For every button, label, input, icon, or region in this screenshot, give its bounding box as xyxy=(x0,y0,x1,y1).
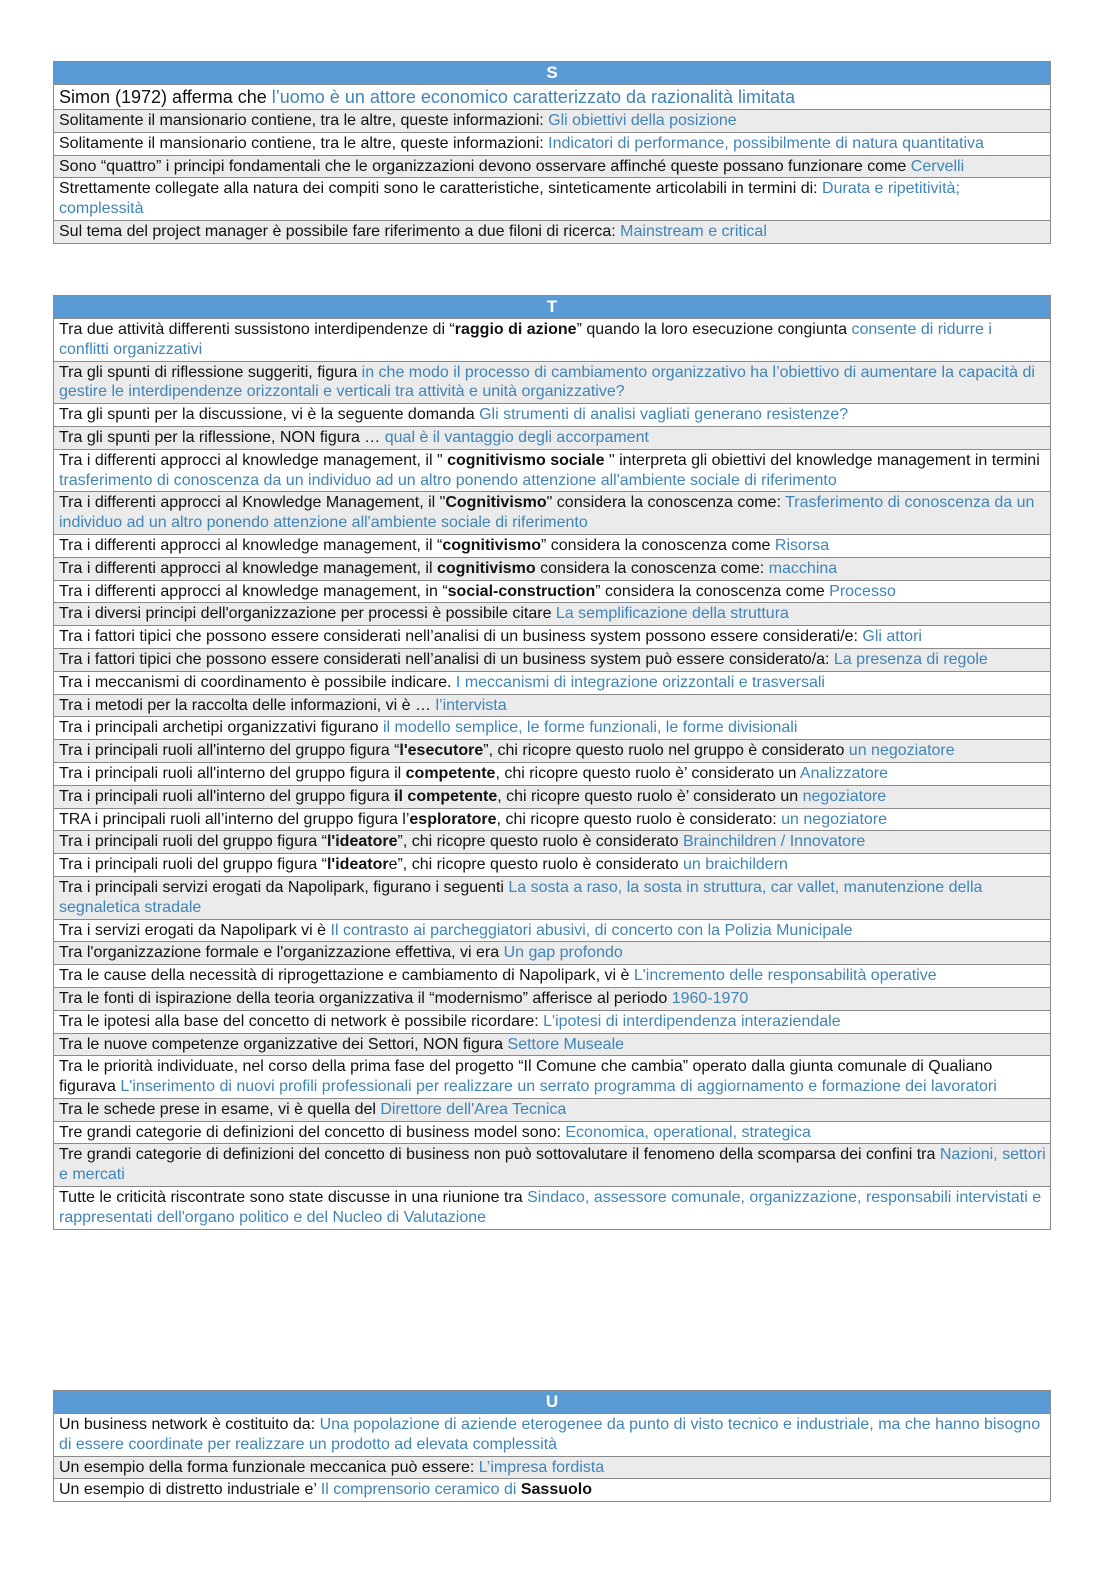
qa-row xyxy=(53,695,1051,718)
qa-row xyxy=(53,427,1051,450)
qa-row xyxy=(53,717,1051,740)
answer-text: I meccanismi di integrazione orizzontali e trasversali xyxy=(455,673,825,691)
qa-row xyxy=(53,603,1051,626)
section-t xyxy=(53,295,1051,1230)
question-text: Tra i differenti approcci al knowledge management, il xyxy=(59,559,437,577)
section-header: T xyxy=(53,295,1051,319)
answer-text: Mainstream e critical xyxy=(620,222,767,240)
question-keyword: cognitivismo xyxy=(442,536,541,554)
question-text: Tra i principali ruoli all'interno del gruppo figura xyxy=(59,787,395,805)
answer-text: Il contrasto ai parcheggiatori abusivi, di concerto con la Polizia Municipale xyxy=(330,921,853,939)
answer-text: Risorsa xyxy=(774,536,830,554)
qa-row xyxy=(53,649,1051,672)
qa-row xyxy=(53,362,1051,405)
answer-text: L'inserimento di nuovi profili professionali per realizzare un serrato programma di aggiornamento e formazione dei lavoratori xyxy=(120,1078,997,1096)
qa-row xyxy=(53,740,1051,763)
question-text: Sono “quattro” i principi fondamentali che le organizzazioni devono osservare affinché queste possano funzionare come xyxy=(59,157,911,175)
question-text: Tra i meccanismi di coordinamento è possibile indicare. xyxy=(59,673,456,691)
answer-text: Nazioni, settori e mercati xyxy=(59,1146,1046,1184)
question-text: Tra i principali servizi erogati da Napolipark, figurano i seguenti xyxy=(59,878,509,896)
qa-row xyxy=(53,133,1051,156)
qa-row xyxy=(53,450,1051,493)
question-text: Tra le ipotesi alla base del concetto di network è possibile ricordare: xyxy=(59,1012,544,1030)
answer-text: un negoziatore xyxy=(781,810,888,828)
question-text: Tra i differenti approcci al knowledge management, in “ xyxy=(59,582,448,600)
question-text: Tutte le criticità riscontrate sono state discusse in una riunione tra xyxy=(59,1189,528,1207)
answer-text: l’uomo è un attore economico caratterizzato da razionalità limitata xyxy=(271,87,796,107)
question-text: Tra i differenti approcci al Knowledge Management, il " xyxy=(59,494,446,512)
answer-text: consente di ridurre i conflitti organizzativi xyxy=(59,321,992,358)
section-header: U xyxy=(53,1390,1051,1414)
answer-text: Settore Museale xyxy=(507,1035,625,1053)
question-text: Tra i diversi principi dell'organizzazione per processi è possibile citare xyxy=(59,605,556,623)
answer-text: Il comprensorio ceramico di xyxy=(320,1481,521,1499)
qa-row xyxy=(53,1122,1051,1145)
answer-text: Sindaco, assessore comunale, organizzazione, responsabili intervistati e rappresentati dell'organo politico e del Nucleo di Valutazione xyxy=(59,1189,1042,1226)
question-keyword: cognitivismo xyxy=(436,559,536,577)
qa-row xyxy=(53,319,1051,362)
answer-text: Un gap profondo xyxy=(503,944,623,962)
qa-row xyxy=(53,831,1051,854)
question-text: Tra i principali ruoli all'interno del gruppo figura “ xyxy=(59,742,400,760)
qa-row xyxy=(53,535,1051,558)
question-text-continued: ”, chi ricopre questo ruolo è considerato xyxy=(397,833,683,851)
answer-text: L'incremento delle responsabilità operative xyxy=(633,967,937,985)
answer-text: un braichildern xyxy=(682,856,788,874)
answer-text: Gli attori xyxy=(862,628,922,646)
answer-text: L’impresa fordista xyxy=(478,1458,605,1476)
question-text: Tra i principali ruoli del gruppo figura “ xyxy=(59,833,327,851)
answer-text: La semplificazione della struttura xyxy=(555,605,789,623)
qa-row xyxy=(53,221,1051,244)
answer-text: Analizzatore xyxy=(799,764,888,782)
question-text-continued: , chi ricopre questo ruolo è’ considerato un xyxy=(495,764,800,782)
question-text: Tra i differenti approcci al knowledge management, il " xyxy=(59,451,448,469)
answer-text: il modello semplice, le forme funzionali, le forme divisionali xyxy=(383,719,798,737)
qa-row xyxy=(53,1034,1051,1057)
qa-row xyxy=(53,156,1051,179)
answer-text: Durata e ripetitività; complessità xyxy=(59,180,960,218)
answer-text: La presenza di regole xyxy=(833,650,988,668)
qa-row xyxy=(53,1414,1051,1457)
qa-row xyxy=(53,626,1051,649)
question-text: TRA i principali ruoli all’interno del gruppo figura l’ xyxy=(59,810,410,828)
qa-row xyxy=(53,581,1051,604)
question-keyword: l'ideator xyxy=(326,856,389,874)
section-header: S xyxy=(53,61,1051,85)
question-text: Sul tema del project manager è possibile fare riferimento a due filoni di ricerca: xyxy=(59,222,621,240)
question-keyword: Cognitivismo xyxy=(445,494,547,512)
qa-row xyxy=(53,920,1051,943)
question-keyword: il competente xyxy=(394,787,498,805)
answer-text: Gli obiettivi della posizione xyxy=(548,112,737,129)
qa-row xyxy=(53,1479,1051,1502)
question-text: Un esempio della forma funzionale meccanica può essere: xyxy=(59,1458,479,1476)
question-text: Tra le priorità individuate, nel corso della prima fase del progetto “Il Comune che cambia” operato dalla giunta comunale di Qualiano figurava xyxy=(59,1058,993,1096)
qa-row xyxy=(53,965,1051,988)
question-text: Un esempio di distretto industriale e’ xyxy=(59,1481,321,1499)
question-text: Un business network è costituito da: xyxy=(59,1416,320,1433)
question-text-continued: ” quando la loro esecuzione congiunta xyxy=(576,321,852,338)
question-text: Strettamente collegate alla natura dei compiti sono le caratteristiche, sinteticamente articolabili in termini di: xyxy=(59,180,823,198)
question-text: Tra i metodi per la raccolta delle informazioni, vi è … xyxy=(59,696,436,714)
question-text: Tra gli spunti per la discussione, vi è la seguente domanda xyxy=(59,406,480,424)
question-text: Tra i principali ruoli del gruppo figura “ xyxy=(59,856,327,874)
qa-row xyxy=(53,672,1051,695)
question-text: Simon (1972) afferma che xyxy=(59,87,272,107)
answer-text: trasferimento di conoscenza da un individuo ad un altro ponendo attenzione all'ambiente sociale di riferimento xyxy=(59,471,837,489)
question-keyword: cognitivismo sociale xyxy=(447,451,605,469)
question-text: Tra gli spunti per la riflessione, NON figura … xyxy=(59,428,385,446)
answer-text: Gli strumenti di analisi vagliati generano resistenze? xyxy=(479,406,849,424)
question-text: Tra i principali ruoli all'interno del gruppo figura il xyxy=(59,764,406,782)
section-s xyxy=(53,61,1051,244)
question-text: Solitamente il mansionario contiene, tra le altre, queste informazioni: xyxy=(59,112,549,129)
question-text-continued: ”, chi ricopre questo ruolo nel gruppo è considerato xyxy=(483,742,849,760)
answer-text: Processo xyxy=(829,582,896,600)
qa-row xyxy=(53,1011,1051,1034)
question-keyword: social-construction xyxy=(447,582,596,600)
question-keyword: l'ideatore xyxy=(326,833,398,851)
question-keyword: l'esecutore xyxy=(399,742,484,760)
qa-row xyxy=(53,110,1051,133)
question-text: Tra le cause della necessità di riprogettazione e cambiamento di Napolipark, vi è xyxy=(59,967,634,985)
qa-row xyxy=(53,178,1051,221)
qa-row xyxy=(53,85,1051,110)
qa-row xyxy=(53,558,1051,581)
question-text: Tra l'organizzazione formale e l'organizzazione effettiva, vi era xyxy=(59,944,504,962)
question-keyword: esploratore xyxy=(409,810,497,828)
question-text: Tra i fattori tipici che possono essere considerati nell’analisi di un business system può essere considerato/a: xyxy=(59,650,834,668)
question-text: Tre grandi categorie di definizioni del concetto di business model sono: xyxy=(59,1123,566,1141)
qa-row xyxy=(53,877,1051,920)
question-text: Tra i differenti approcci al knowledge management, il “ xyxy=(59,536,443,554)
question-text-continued: " interpreta gli obiettivi del knowledge management in termini xyxy=(604,451,1040,469)
answer-text: 1960-1970 xyxy=(671,989,749,1007)
qa-row xyxy=(53,1457,1051,1480)
question-keyword: raggio di azione xyxy=(454,321,577,338)
qa-row xyxy=(53,854,1051,877)
answer-text: Una popolazione di aziende eterogenee da punto di visto tecnico e industriale, ma che hanno bisogno di essere coordinate per realizzare un prodotto ad elevata complessità xyxy=(59,1416,1041,1453)
qa-row xyxy=(53,988,1051,1011)
answer-text: Cervelli xyxy=(910,157,965,175)
answer-text: Economica, operational, strategica xyxy=(565,1123,811,1141)
answer-text: Brainchildren / Innovatore xyxy=(682,833,866,851)
answer-text: in che modo il processo di cambiamento organizzativo ha l’obiettivo di aumentare la capacità di gestire le interdipendenze orizzontali e verticali tra attività e unità organizzative? xyxy=(59,363,1035,401)
answer-text: qual è il vantaggio degli accorpament xyxy=(384,428,649,446)
qa-row xyxy=(53,1056,1051,1099)
question-text-continued: ” considera la conoscenza come xyxy=(595,582,830,600)
answer-text: macchina xyxy=(768,559,838,577)
question-text: Tre grandi categorie di definizioni del concetto di business non può sottovalutare il fenomeno della scomparsa dei confini tra xyxy=(59,1146,940,1164)
question-text-continued: considera la conoscenza come: xyxy=(535,559,769,577)
question-text: Tra i principali archetipi organizzativi figurano xyxy=(59,719,383,737)
question-text: Solitamente il mansionario contiene, tra le altre, queste informazioni: xyxy=(59,134,549,152)
question-text: Tra le fonti di ispirazione della teoria organizzativa il “modernismo” afferisce al periodo xyxy=(59,989,672,1007)
question-text: Tra le nuove competenze organizzative dei Settori, NON figura xyxy=(59,1035,508,1053)
answer-text: Direttore dell'Area Tecnica xyxy=(380,1100,567,1118)
qa-row xyxy=(53,763,1051,786)
question-text-continued: e”, chi ricopre questo ruolo è considerato xyxy=(388,856,683,874)
answer-text: un negoziatore xyxy=(848,742,955,760)
question-keyword: competente xyxy=(405,764,496,782)
question-text-continued: , chi ricopre questo ruolo è considerato: xyxy=(496,810,782,828)
question-text: Tra gli spunti di riflessione suggeriti, figura xyxy=(59,363,362,381)
qa-row xyxy=(53,809,1051,832)
qa-row xyxy=(53,1099,1051,1122)
question-text: Tra i servizi erogati da Napolipark vi è xyxy=(59,921,331,939)
question-text-continued: " considera la conoscenza come: xyxy=(546,494,786,512)
qa-row xyxy=(53,786,1051,809)
qa-row xyxy=(53,1144,1051,1187)
qa-row xyxy=(53,942,1051,965)
question-text-continued: , chi ricopre questo ruolo è’ considerato un xyxy=(497,787,803,805)
qa-row xyxy=(53,1187,1051,1230)
question-text: Tra le schede prese in esame, vi è quella del xyxy=(59,1100,381,1118)
answer-text: Indicatori di performance, possibilmente di natura quantitativa xyxy=(548,134,984,152)
qa-row xyxy=(53,404,1051,427)
section-u xyxy=(53,1390,1051,1502)
answer-text: L'ipotesi di interdipendenza interaziendale xyxy=(543,1012,841,1030)
answer-text: La sosta a raso, la sosta in struttura, car vallet, manutenzione della segnaletica stradale xyxy=(59,878,983,916)
question-text: Tra due attività differenti sussistono interdipendenze di “ xyxy=(59,321,455,338)
question-text-continued: ” considera la conoscenza come xyxy=(541,536,775,554)
qa-row xyxy=(53,492,1051,535)
answer-keyword: Sassuolo xyxy=(520,1481,592,1499)
question-text: Tra i fattori tipici che possono essere considerati nell’analisi di un business system possono essere considerati/e: xyxy=(59,628,863,646)
answer-text: l’intervista xyxy=(435,696,507,714)
answer-text: Trasferimento di conoscenza da un individuo ad un altro ponendo attenzione all'ambiente sociale di riferimento xyxy=(59,494,1035,532)
answer-text: negoziatore xyxy=(802,787,887,805)
